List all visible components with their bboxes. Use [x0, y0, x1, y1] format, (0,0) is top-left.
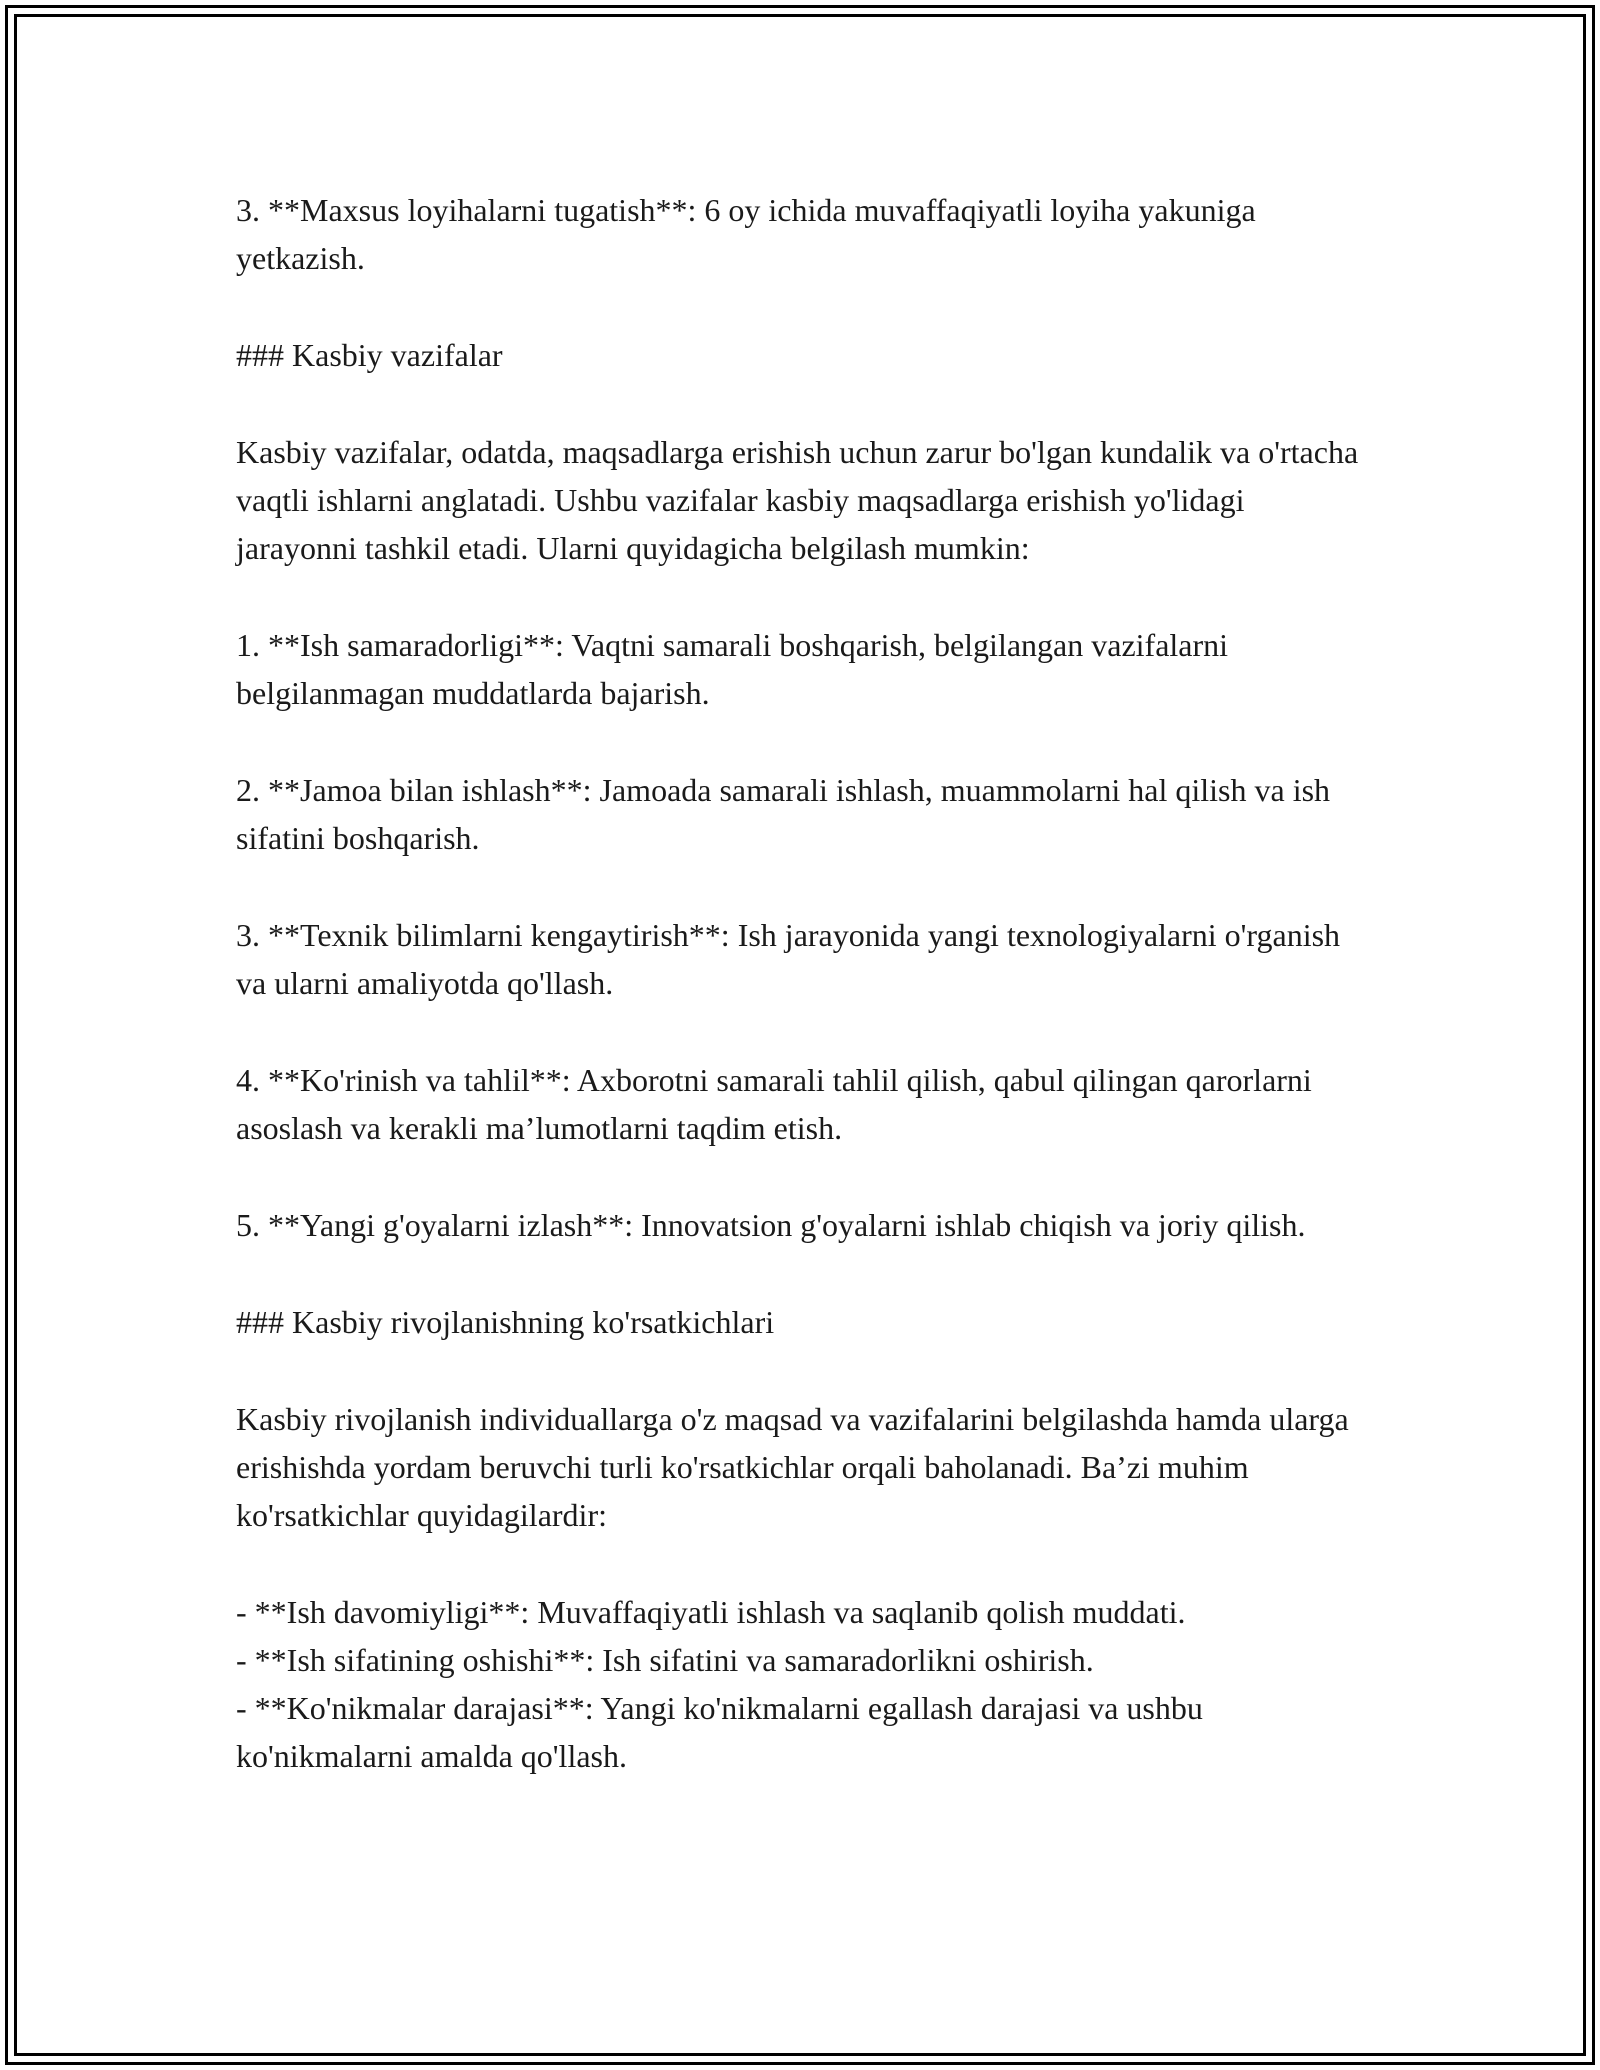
bullet-item-skills-level: - **Ko'nikmalar darajasi**: Yangi ko'nikmalarni egallash darajasi va ushbu ko'nikmalarni amalda qo'llash. [236, 1690, 1203, 1774]
list-item-efficiency: 1. **Ish samaradorligi**: Vaqtni samarali boshqarish, belgilangan vazifalarni belgilanmagan muddatlarda bajarish. [236, 627, 1229, 711]
paragraph-tasks-intro: Kasbiy vazifalar, odatda, maqsadlarga erishish uchun zarur bo'lgan kundalik va o'rtacha vaqtli ishlarni anglatadi. Ushbu vazifalar kasbiy maqsadlarga erishish yo'lidagi jarayonni tashkil etadi. Ularni quyidagicha belgilash mumkin: [236, 434, 1359, 566]
section-heading-tasks: ### Kasbiy vazifalar [236, 337, 503, 373]
bullet-item-quality: - **Ish sifatining oshishi**: Ish sifatini va samaradorlikni oshirish. [236, 1642, 1094, 1678]
paragraph-indicators-intro: Kasbiy rivojlanish individuallarga o'z maqsad va vazifalarini belgilashda hamda ularga erishishda yordam beruvchi turli ko'rsatkichlar orqali baholanadi. Ba’zi muhim ko'rsatkichlar quyidagilardir: [236, 1401, 1349, 1533]
list-item-teamwork: 2. **Jamoa bilan ishlash**: Jamoada samarali ishlash, muammolarni hal qilish va ish sifatini boshqarish. [236, 772, 1331, 856]
list-item-technical-skills: 3. **Texnik bilimlarni kengaytirish**: Ish jarayonida yangi texnologiyalarni o'rganish va ularni amaliyotda qo'llash. [236, 917, 1341, 1001]
list-item-projects: 3. **Maxsus loyihalarni tugatish**: 6 oy ichida muvaffaqiyatli loyiha yakuniga yetkazish. [236, 192, 1256, 276]
bullet-item-duration: - **Ish davomiyligi**: Muvaffaqiyatli ishlash va saqlanib qolish muddati. [236, 1594, 1186, 1630]
list-item-analysis: 4. **Ko'rinish va tahlil**: Axborotni samarali tahlil qilish, qabul qilingan qarorlarni asoslash va kerakli ma’lumotlarni taqdim etish. [236, 1062, 1312, 1146]
section-heading-indicators: ### Kasbiy rivojlanishning ko'rsatkichlari [236, 1304, 775, 1340]
list-item-new-ideas: 5. **Yangi g'oyalarni izlash**: Innovatsion g'oyalarni ishlab chiqish va joriy qilish. [236, 1207, 1306, 1243]
document-body [236, 186, 1366, 1780]
